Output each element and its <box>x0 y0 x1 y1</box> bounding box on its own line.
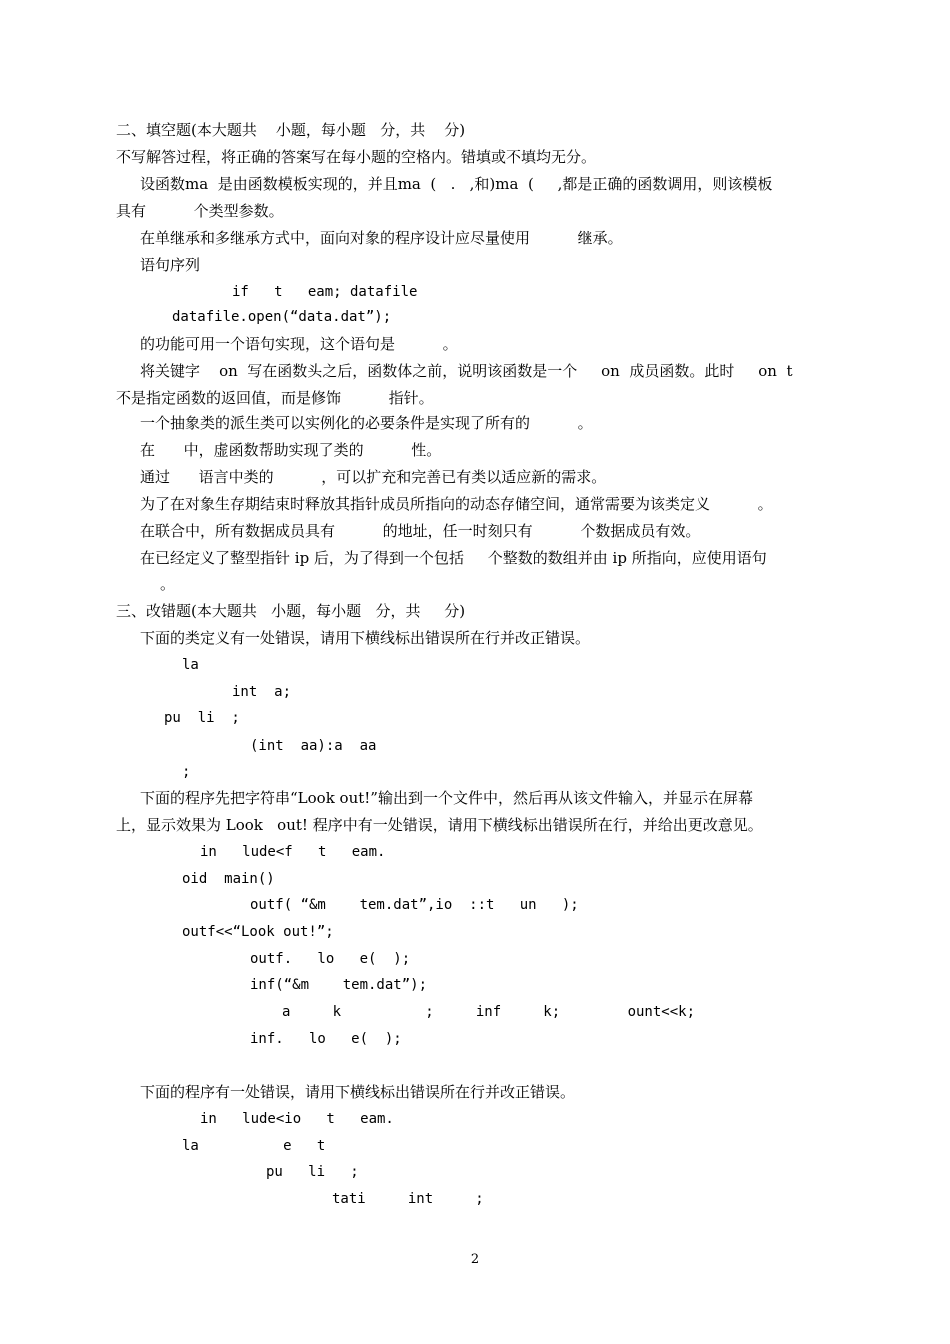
s3-q2-line2: 上，显示效果为 Look out! 程序中有一处错误，请用下横线标出错误所在行，并给出更改意见。 <box>116 816 763 834</box>
s3-q3-code-line: la e t <box>182 1138 326 1154</box>
s2-q3-tail: 的功能可用一个语句实现，这个语句是 。 <box>140 335 458 353</box>
s2-q3-code1: if t eam; datafile <box>232 284 418 300</box>
section2-heading: 二、填空题(本大题共 小题，每小题 分，共 分) <box>116 121 466 139</box>
s3-q3-code-line: pu li ; <box>266 1164 359 1180</box>
section2-instructions: 不写解答过程，将正确的答案写在每小题的空格内。错填或不填均无分。 <box>116 148 597 166</box>
s3-q2-code-line: a k ; inf k; ount<<k; <box>282 1004 696 1020</box>
s3-q1-code-line: ; <box>182 764 191 780</box>
s3-q3-code-line: in lude<io t eam. <box>200 1111 394 1127</box>
s3-q3-code-line: tati int ; <box>332 1191 484 1207</box>
s2-q4-line1: 将关键字 on 写在函数头之后，函数体之前，说明该函数是一个 on 成员函数。此时 on t <box>140 362 793 380</box>
s3-q2-code-line: inf. lo e( ); <box>250 1031 402 1047</box>
s2-q4-line2: 不是指定函数的返回值，而是修饰 指针。 <box>116 389 434 407</box>
s3-q2-code-line: oid main() <box>182 871 275 887</box>
s3-q2-code-line: inf(“&m tem.dat”); <box>250 977 428 993</box>
s2-q10-line1: 在已经定义了整型指针 ip 后，为了得到一个包括 个整数的数组并由 ip 所指向，应使用语句 <box>140 549 767 567</box>
s2-q2: 在单继承和多继承方式中，面向对象的程序设计应尽量使用 继承。 <box>140 229 623 247</box>
s2-q8: 为了在对象生存期结束时释放其指针成员所指向的动态存储空间，通常需要为该类定义 。 <box>140 495 773 513</box>
s2-q9: 在联合中，所有数据成员具有 的地址，任一时刻只有 个数据成员有效。 <box>140 522 701 540</box>
s2-q7: 通过 语言中类的 ，可以扩充和完善已有类以适应新的需求。 <box>140 468 607 486</box>
s2-q3-code2: datafile.open(“data.dat”); <box>172 309 392 325</box>
s2-q6: 在 中，虚函数帮助实现了类的 性。 <box>140 441 442 459</box>
s2-q10-line2: 。 <box>160 575 176 593</box>
s3-q2-code-line: outf<<“Look out!”; <box>182 924 334 940</box>
s2-q5: 一个抽象类的派生类可以实例化的必要条件是实现了所有的 。 <box>140 414 593 432</box>
s2-q3-intro: 语句序列 <box>140 256 201 274</box>
s3-q3-intro: 下面的程序有一处错误，请用下横线标出错误所在行并改正错误。 <box>140 1083 576 1101</box>
s3-q1-intro: 下面的类定义有一处错误，请用下横线标出错误所在行并改正错误。 <box>140 629 591 647</box>
s3-q2-code-line: outf. lo e( ); <box>250 951 411 967</box>
s3-q1-code-line: int a; <box>232 684 292 700</box>
s3-q2-line1: 下面的程序先把字符串“Look out!”输出到一个文件中，然后再从该文件输入，并显示在屏幕 <box>140 789 753 807</box>
s3-q1-code-line: pu li ; <box>164 710 240 726</box>
s3-q1-code-line: la <box>182 657 199 673</box>
s3-q2-code-line: outf( “&m tem.dat”,io ::t un ); <box>250 897 579 913</box>
s2-q1-line1: 设函数ma 是由函数模板实现的，并且ma ( . ,和)ma ( ,都是正确的函数调用，则该模板 <box>140 175 773 193</box>
page-number: 2 <box>470 1252 480 1267</box>
s3-q1-code-line: (int aa):a aa <box>250 738 377 754</box>
s2-q1-line2: 具有 个类型参数。 <box>116 202 284 220</box>
s3-q2-code-line: in lude<f t eam. <box>200 844 386 860</box>
section3-heading: 三、改错题(本大题共 小题，每小题 分，共 分) <box>116 602 466 620</box>
